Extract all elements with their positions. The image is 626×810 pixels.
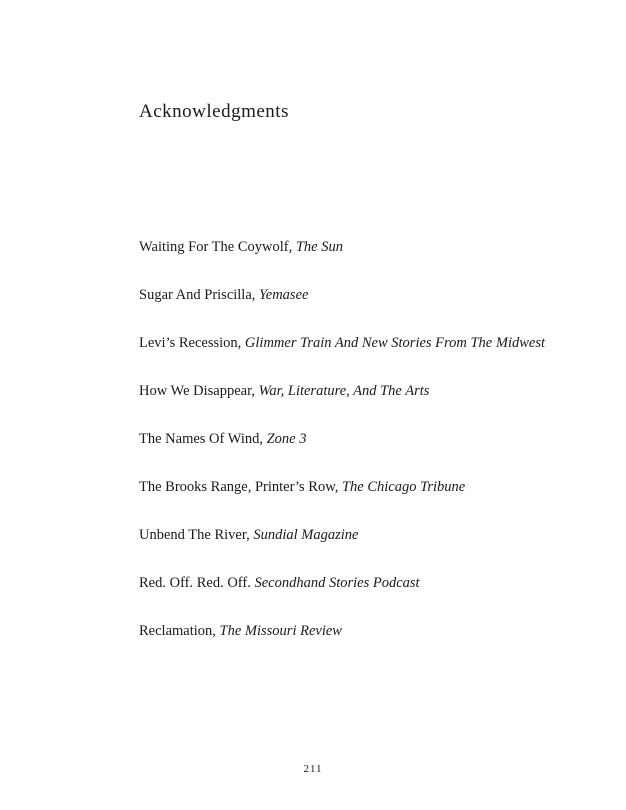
publication-name: Secondhand Stories Podcast <box>254 575 420 591</box>
publication-name: Zone 3 <box>266 431 307 447</box>
publication-name: The Sun <box>295 239 343 255</box>
publication-name: The Missouri Review <box>219 623 342 639</box>
story-title: How We Disappear, <box>139 383 255 399</box>
acknowledgment-item <box>139 573 545 593</box>
publication-name: Sundial Magazine <box>253 527 359 543</box>
acknowledgment-item <box>139 381 545 401</box>
acknowledgment-item <box>139 525 545 545</box>
acknowledgment-item <box>139 333 545 353</box>
acknowledgments-list <box>139 237 545 669</box>
story-title: The Brooks Range, Printer’s Row, <box>139 479 339 495</box>
story-title: Levi’s Recession, <box>139 335 242 351</box>
publication-name: Yemasee <box>259 287 309 303</box>
story-title: Reclamation, <box>139 623 216 639</box>
acknowledgment-item <box>139 621 545 641</box>
publication-name: War, Literature, And The Arts <box>258 383 430 399</box>
story-title: Red. Off. Red. Off. <box>139 575 251 591</box>
acknowledgment-item <box>139 237 545 257</box>
publication-name: Glimmer Train And New Stories From The Midwest <box>244 335 546 351</box>
page-number: 211 <box>303 763 323 775</box>
acknowledgment-item <box>139 477 545 497</box>
acknowledgment-item <box>139 285 545 305</box>
acknowledgment-item <box>139 429 545 449</box>
story-title: Sugar And Priscilla, <box>139 287 256 303</box>
story-title: Unbend The River, <box>139 527 250 543</box>
story-title: Waiting For The Coywolf, <box>139 239 293 255</box>
publication-name: The Chicago Tribune <box>341 479 466 495</box>
story-title: The Names Of Wind, <box>139 431 263 447</box>
page-title: Acknowledgments <box>139 101 289 122</box>
